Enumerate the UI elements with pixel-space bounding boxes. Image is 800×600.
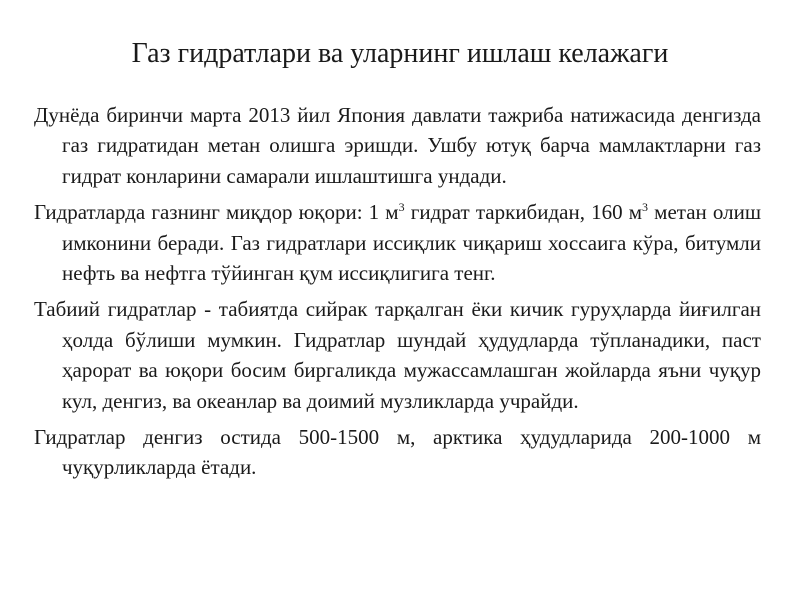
slide-title: Газ гидратлари ва уларнинг ишлаш келажаги xyxy=(131,38,669,69)
superscript-cubic-2: 3 xyxy=(642,200,649,215)
paragraph-1: Дунёда биринчи марта 2013 йил Япония давлати тажриба натижасида денгизда газ гидратидан метан олишга эришди. Ушбу ютуқ барча мамлактларни газ гидрат конларини самарали ишлаштишга ундади. xyxy=(34,103,761,188)
paragraph-4: Гидратлар денгиз остида 500-1500 м, арктика ҳудудларида 200-1000 м чуқурликларда ётади. xyxy=(34,425,761,480)
paragraph-2-part-c: метан олиш имконини беради. Газ гидратлари иссиқлик чиқариш хоссаига кўра, битумли нефть ва нефтга тўйинган қум иссиқлигига тенг. xyxy=(62,200,762,286)
paragraph-2-part-a: Гидратларда газнинг миқдор юқори: 1 м xyxy=(34,200,399,225)
paragraph-2-part-b: гидрат таркибидан, 160 м xyxy=(404,200,643,225)
superscript-cubic-1: 3 xyxy=(398,200,405,215)
slide-body xyxy=(34,100,761,489)
paragraph-2 xyxy=(34,197,761,288)
paragraph-3: Табиий гидратлар - табиятда сийрак тарқалган ёки кичик гуруҳларда йиғилган ҳолда бўлиши мумкин. Гидратлар шундай ҳудудларда тўпланадики, паст ҳарорат ва юқори босим биргаликда мужассамлашган жойларда яъни чуқур кул, денгиз, ва океанлар ва доимий музликларда учрайди. xyxy=(34,297,761,413)
